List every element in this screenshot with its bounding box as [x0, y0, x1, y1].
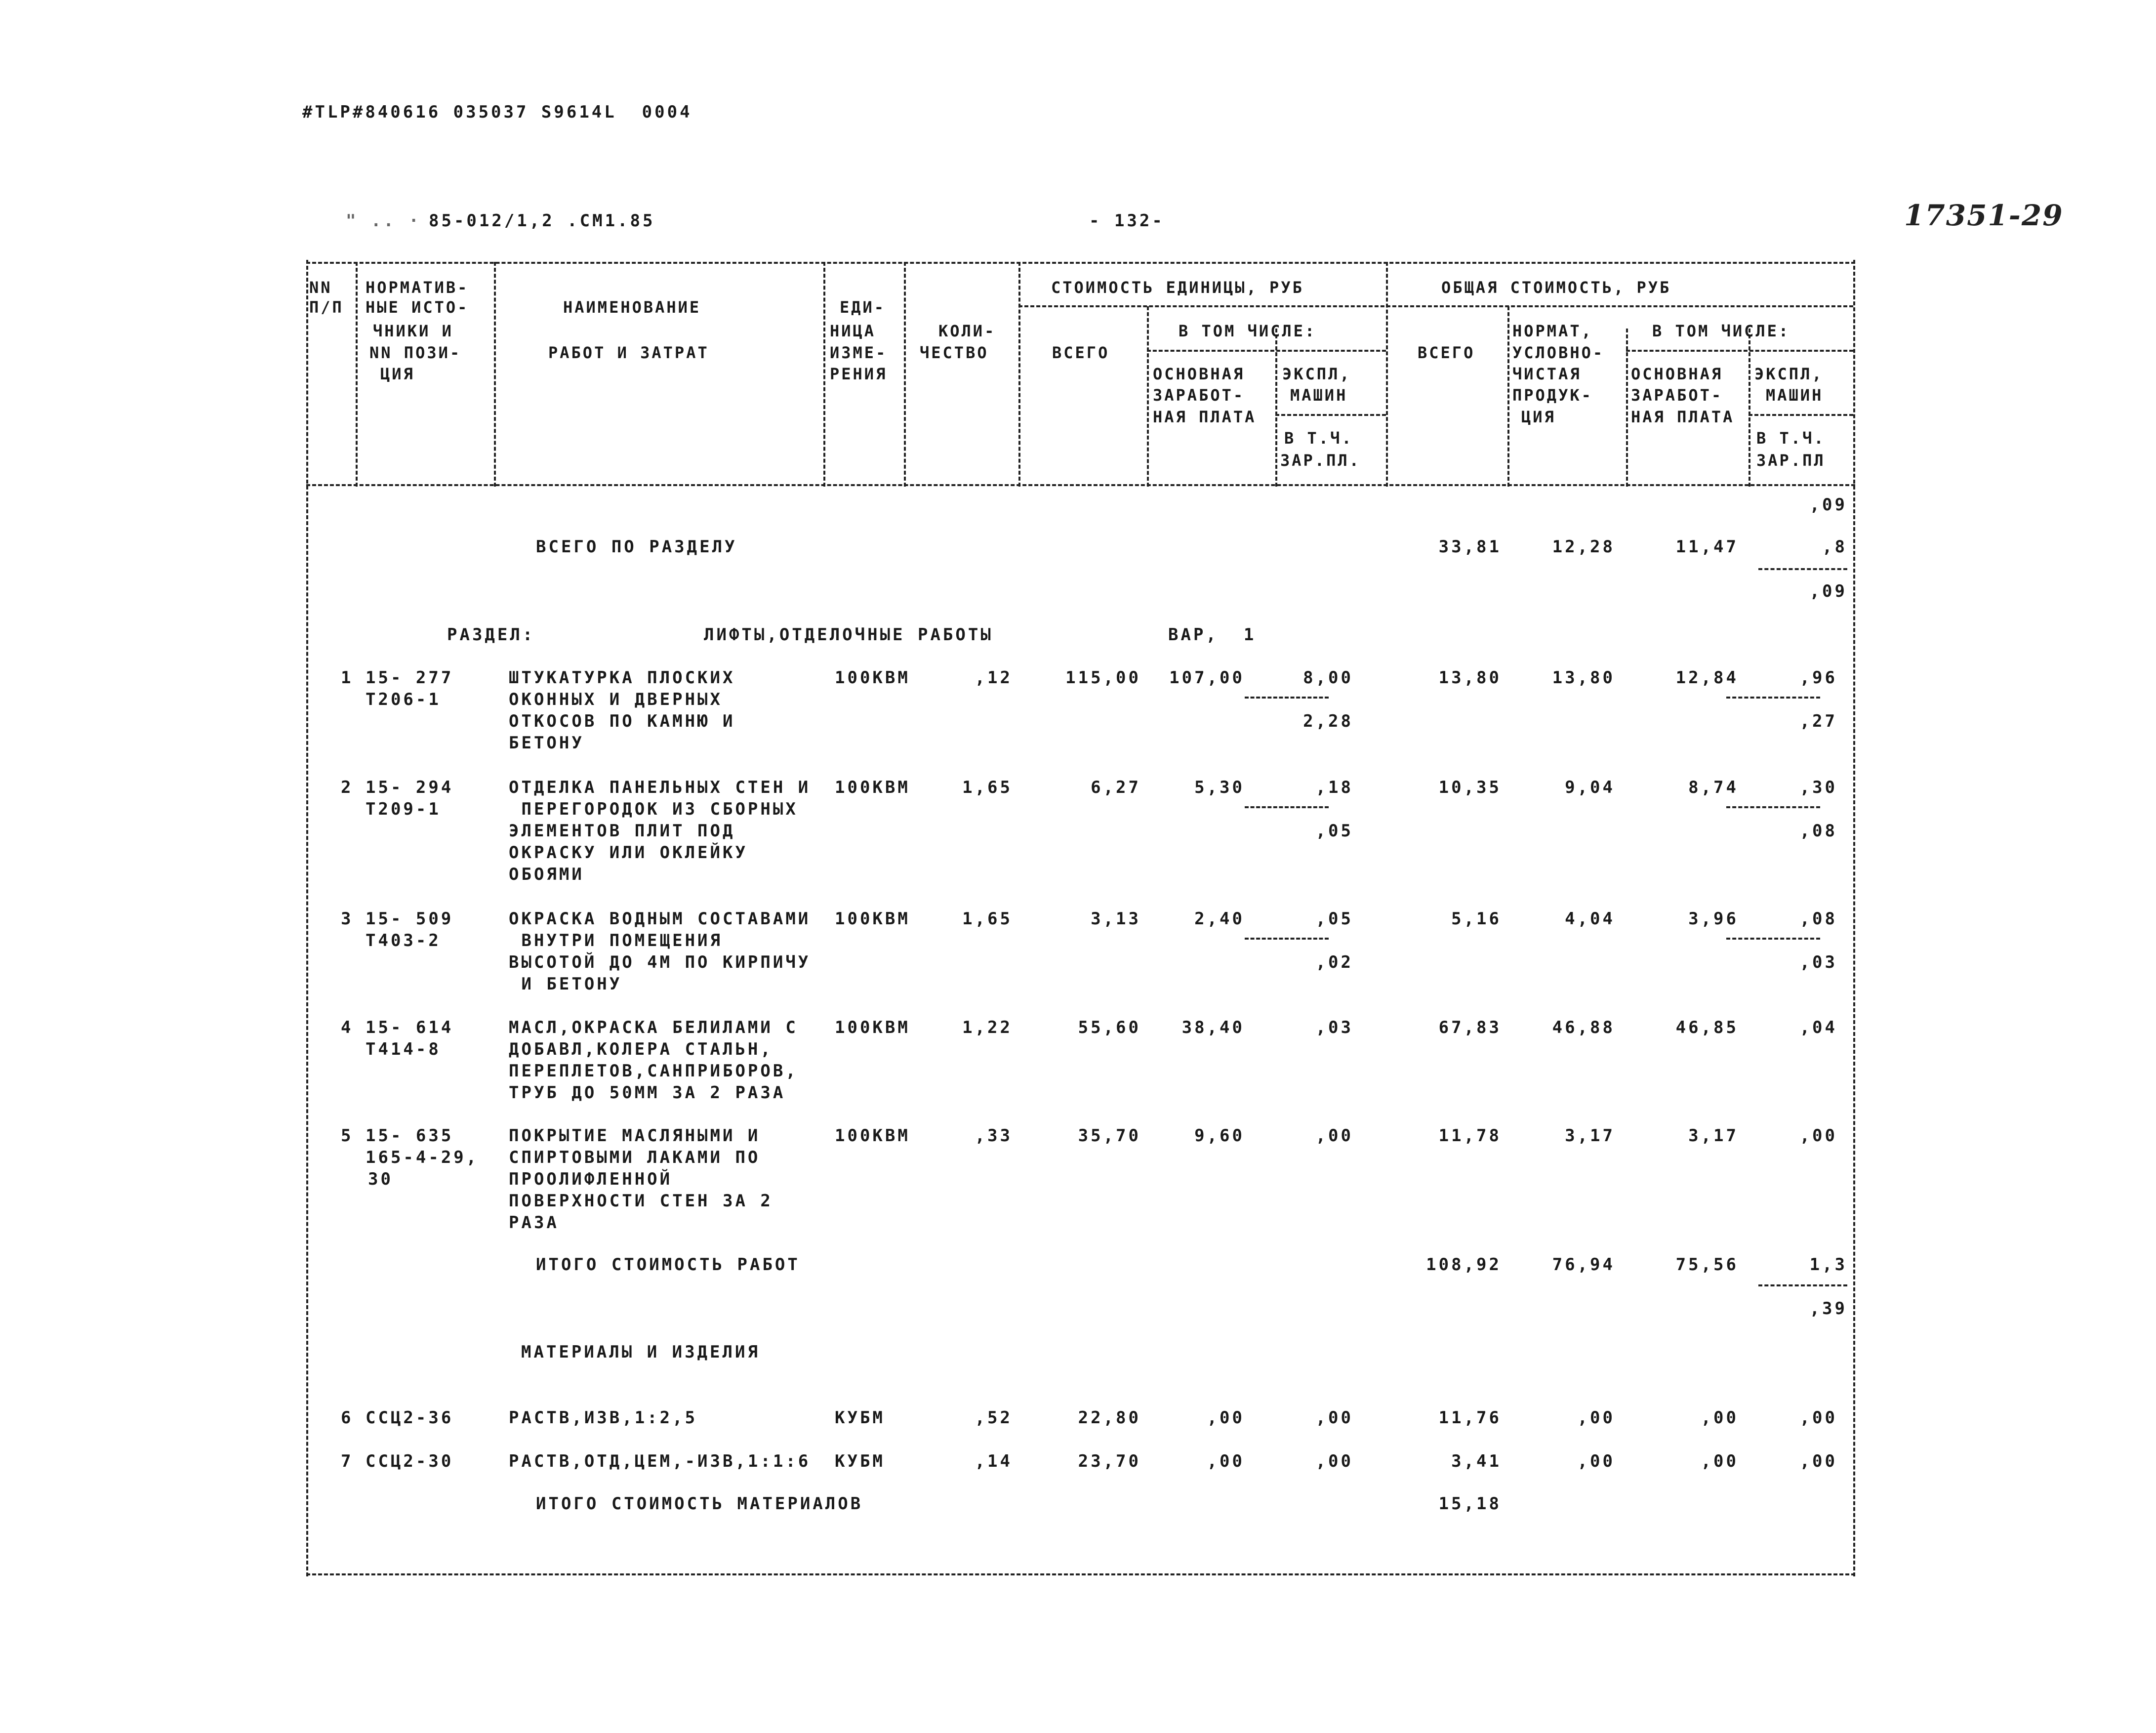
col-header-name-1: НАИМЕНОВАНИЕ: [563, 298, 701, 317]
material-6-unit-mach: ,00: [1315, 1408, 1353, 1428]
row-5-wage: 3,17: [1688, 1126, 1739, 1146]
row-5-name-2: СПИРТОВЫМИ ЛАКАМИ ПО: [509, 1148, 761, 1167]
header-mach-rule-1: [1275, 414, 1386, 416]
material-6-name: РАСТВ,ИЗВ,1:2,5: [509, 1408, 698, 1428]
row-4-norm: 46,88: [1552, 1018, 1615, 1037]
row-2-mach: ,30: [1799, 778, 1837, 797]
col-header-mach-wage-2: ЗАР.ПЛ.: [1280, 451, 1361, 470]
row-5-code-2: 165-4-29,: [366, 1148, 479, 1167]
row-2-qty: 1,65: [962, 778, 1013, 797]
row-2-total: 10,35: [1438, 778, 1502, 797]
row-3-name-4: И БЕТОНУ: [509, 974, 622, 994]
material-6-unit-wage: ,00: [1207, 1408, 1245, 1428]
col-header-basic-wage-2: ЗАРАБОТ-: [1153, 386, 1245, 405]
material-7-total: 3,41: [1451, 1451, 1502, 1471]
row-5-code-1: 15- 635: [366, 1126, 454, 1146]
col-sep-3: [823, 262, 825, 487]
row-3-name-3: ВЫСОТОЙ ДО 4М ПО КИРПИЧУ: [509, 952, 811, 972]
row-4-qty: 1,22: [962, 1018, 1013, 1037]
row-5-name-3: ПРООЛИФЛЕННОЙ: [509, 1169, 673, 1189]
col-header-mach-wage2-2: ЗАР.ПЛ: [1756, 451, 1826, 470]
col-header-mach-2: МАШИН: [1290, 386, 1348, 405]
row-3-mach-wage: ,03: [1799, 952, 1837, 972]
col-header-basic-wage2-2: ЗАРАБОТ-: [1631, 386, 1723, 405]
row-4-mach: ,04: [1799, 1018, 1837, 1037]
works-total-norm: 76,94: [1552, 1255, 1615, 1275]
col-sep-7: [1275, 329, 1277, 487]
col-header-mach-1: ЭКСПЛ,: [1282, 365, 1351, 383]
row-2-unit-total: 6,27: [1091, 778, 1141, 797]
col-header-basic-wage-3: НАЯ ПЛАТА: [1153, 408, 1257, 426]
row-2-code-2: T209-1: [366, 799, 441, 819]
row-1-qty: ,12: [975, 668, 1013, 688]
col-header-qty-1: КОЛИ-: [938, 322, 996, 340]
col-header-nn-2: П/П: [309, 298, 344, 317]
handwritten-annotation: 17351-29: [1904, 199, 2064, 232]
col-sep-4: [904, 262, 906, 487]
row-5-qty: ,33: [975, 1126, 1013, 1146]
row-3-mach-rule: [1726, 938, 1820, 940]
col-header-norm-prod-4: ПРОДУК-: [1512, 386, 1593, 405]
row-5-mach: ,00: [1799, 1126, 1837, 1146]
row-5-name-1: ПОКРЫТИЕ МАСЛЯНЫМИ И: [509, 1126, 761, 1146]
material-6-wage: ,00: [1701, 1408, 1739, 1428]
col-sep-9: [1507, 306, 1509, 487]
header-group-rule: [1018, 305, 1853, 307]
material-7-code: ССЦ2-30: [366, 1451, 454, 1471]
row-4-wage: 46,85: [1675, 1018, 1739, 1037]
section-variant: ВАР, 1: [1168, 625, 1257, 645]
row-4-unit: 100КВМ: [835, 1018, 910, 1037]
works-total-mach-rule: [1758, 1284, 1847, 1286]
works-total: 108,92: [1426, 1255, 1502, 1275]
row-2-unit: 100КВМ: [835, 778, 910, 797]
material-6-unit: КУБМ: [835, 1408, 885, 1428]
material-6-qty: ,52: [975, 1408, 1013, 1428]
row-4-name-3: ПЕРЕПЛЕТОВ,САНПРИБОРОВ,: [509, 1061, 798, 1081]
prev-section-mach-wage-top: ,09: [1809, 495, 1847, 515]
works-total-mach-wage: ,39: [1809, 1299, 1847, 1319]
col-sep-10: [1626, 329, 1628, 487]
row-5-number: 5: [341, 1126, 354, 1146]
row-5-name-5: РАЗА: [509, 1213, 559, 1233]
works-total-wage: 75,56: [1675, 1255, 1739, 1275]
col-sep-11: [1749, 329, 1750, 487]
prev-section-mach: ,8: [1822, 537, 1847, 557]
col-header-total-incl: В ТОМ ЧИСЛЕ:: [1652, 322, 1790, 340]
table-bottom-border: [306, 1573, 1855, 1575]
col-header-total2: ВСЕГО: [1418, 343, 1475, 362]
col-sep-1: [356, 262, 358, 487]
row-2-mach-rule: [1726, 806, 1820, 808]
col-header-norm-prod-2: УСЛОВНО-: [1512, 343, 1605, 362]
table-left-border: [306, 260, 308, 1576]
row-3-unit-wage: 2,40: [1194, 909, 1245, 929]
col-sep-8: [1386, 262, 1388, 487]
works-total-mach: 1,3: [1809, 1255, 1847, 1275]
material-6-unit-total: 22,80: [1078, 1408, 1141, 1428]
row-2-name-3: ЭЛЕМЕНТОВ ПЛИТ ПОД: [509, 821, 735, 841]
row-2-unit-mach-wage: ,05: [1315, 821, 1353, 841]
row-5-unit: 100КВМ: [835, 1126, 910, 1146]
row-1-norm: 13,80: [1552, 668, 1615, 688]
row-1-mach-rule: [1726, 697, 1820, 699]
material-7-unit-total: 23,70: [1078, 1451, 1141, 1471]
row-2-name-1: ОТДЕЛКА ПАНЕЛЬНЫХ СТЕН И: [509, 778, 811, 797]
col-header-norm-prod-1: НОРМАТ,: [1512, 322, 1593, 340]
row-3-total: 5,16: [1451, 909, 1502, 929]
col-header-unit-3: ИЗМЕ-: [830, 343, 888, 362]
material-7-unit: КУБМ: [835, 1451, 885, 1471]
row-1-mach-wage: ,27: [1799, 711, 1837, 731]
row-1-wage: 12,84: [1675, 668, 1739, 688]
row-2-mach-wage: ,08: [1799, 821, 1837, 841]
prev-section-mach-wage: ,09: [1809, 581, 1847, 601]
row-4-name-1: МАСЛ,ОКРАСКА БЕЛИЛАМИ С: [509, 1018, 798, 1037]
material-6-number: 6: [341, 1408, 354, 1428]
col-header-mach-wage2-1: В Т.Ч.: [1756, 429, 1826, 448]
row-2-norm: 9,04: [1565, 778, 1615, 797]
row-4-number: 4: [341, 1018, 354, 1037]
col-header-norm-prod-3: ЧИСТАЯ: [1512, 365, 1582, 383]
row-1-mach: ,96: [1799, 668, 1837, 688]
row-4-unit-wage: 38,40: [1181, 1018, 1245, 1037]
prev-section-norm: 12,28: [1552, 537, 1615, 557]
row-1-unit-mach-rule: [1245, 697, 1329, 699]
table-right-border: [1853, 260, 1855, 1576]
row-1-name-3: ОТКОСОВ ПО КАМНЮ И: [509, 711, 735, 731]
row-4-unit-total: 55,60: [1078, 1018, 1141, 1037]
col-header-norm-prod-5: ЦИЯ: [1521, 408, 1556, 426]
header-incl-rule-1: [1147, 350, 1386, 352]
page-number: - 132-: [1089, 211, 1165, 231]
row-3-unit-mach-rule: [1245, 938, 1329, 940]
prev-section-wage: 11,47: [1675, 537, 1739, 557]
material-6-mach: ,00: [1799, 1408, 1837, 1428]
row-3-unit-mach-wage: ,02: [1315, 952, 1353, 972]
row-4-code-1: 15- 614: [366, 1018, 454, 1037]
row-1-code-2: T206-1: [366, 690, 441, 709]
material-7-mach: ,00: [1799, 1451, 1837, 1471]
col-header-mach2-1: ЭКСПЛ,: [1754, 365, 1824, 383]
document-reference: 85-012/1,2 .CM1.85: [429, 211, 655, 231]
row-3-qty: 1,65: [962, 909, 1013, 929]
row-3-name-2: ВНУТРИ ПОМЕЩЕНИЯ: [509, 931, 723, 950]
material-6-code: ССЦ2-36: [366, 1408, 454, 1428]
row-4-unit-mach: ,03: [1315, 1018, 1353, 1037]
col-sep-6: [1147, 306, 1149, 487]
row-3-code-1: 15- 509: [366, 909, 454, 929]
row-2-unit-mach: ,18: [1315, 778, 1353, 797]
row-5-name-4: ПОВЕРХНОСТИ СТЕН ЗА 2: [509, 1191, 773, 1211]
material-7-qty: ,14: [975, 1451, 1013, 1471]
row-3-name-1: ОКРАСКА ВОДНЫМ СОСТАВАМИ: [509, 909, 811, 929]
row-5-norm: 3,17: [1565, 1126, 1615, 1146]
row-2-wage: 8,74: [1688, 778, 1739, 797]
row-3-wage: 3,96: [1688, 909, 1739, 929]
row-2-unit-mach-rule: [1245, 806, 1329, 808]
col-header-unit-incl: В ТОМ ЧИСЛЕ:: [1179, 322, 1317, 340]
col-header-basic-wage2-3: НАЯ ПЛАТА: [1631, 408, 1735, 426]
col-header-unit-2: НИЦА: [830, 322, 876, 340]
material-7-name: РАСТВ,ОТД,ЦЕМ,-ИЗВ,1:1:6: [509, 1451, 811, 1471]
col-header-norm-1: НОРМАТИВ-: [366, 278, 469, 297]
row-3-unit-mach: ,05: [1315, 909, 1353, 929]
row-2-number: 2: [341, 778, 354, 797]
prev-section-mach-rule: [1758, 568, 1847, 570]
section-title: ЛИФТЫ,ОТДЕЛОЧНЫЕ РАБОТЫ: [704, 625, 993, 645]
col-header-nn-1: NN: [309, 278, 332, 297]
header-bottom-rule: [306, 484, 1855, 486]
material-7-unit-wage: ,00: [1207, 1451, 1245, 1471]
row-2-name-4: ОКРАСКУ ИЛИ ОКЛЕЙКУ: [509, 843, 748, 863]
row-1-unit: 100КВМ: [835, 668, 910, 688]
col-header-norm-2: НЫЕ ИСТО-: [366, 298, 469, 317]
col-header-unit-total: ВСЕГО: [1052, 343, 1110, 362]
col-header-name-2: РАБОТ И ЗАТРАТ: [548, 343, 709, 362]
row-1-total: 13,80: [1438, 668, 1502, 688]
section-label: РАЗДЕЛ:: [447, 625, 535, 645]
col-sep-5: [1018, 262, 1020, 487]
col-header-qty-2: ЧЕСТВО: [920, 343, 989, 362]
row-1-unit-mach-wage: 2,28: [1303, 711, 1353, 731]
row-2-name-2: ПЕРЕГОРОДОК ИЗ СБОРНЫХ: [509, 799, 798, 819]
row-5-total: 11,78: [1438, 1126, 1502, 1146]
materials-header: МАТЕРИАЛЫ И ИЗДЕЛИЯ: [521, 1342, 760, 1362]
col-header-mach2-2: МАШИН: [1766, 386, 1824, 405]
row-1-name-4: БЕТОНУ: [509, 733, 584, 753]
col-header-unit-1: ЕДИ-: [840, 298, 886, 317]
col-header-norm-4: NN ПОЗИ-: [369, 343, 462, 362]
row-3-number: 3: [341, 909, 354, 929]
row-3-norm: 4,04: [1565, 909, 1615, 929]
materials-total: 15,18: [1438, 1494, 1502, 1514]
row-1-unit-wage: 107,00: [1169, 668, 1245, 688]
col-header-unit-cost-group: СТОИМОСТЬ ЕДИНИЦЫ, РУБ: [1051, 278, 1304, 297]
col-header-total-cost-group: ОБЩАЯ СТОИМОСТЬ, РУБ: [1441, 278, 1671, 297]
row-4-total: 67,83: [1438, 1018, 1502, 1037]
row-1-unit-mach: 8,00: [1303, 668, 1353, 688]
row-2-code-1: 15- 294: [366, 778, 454, 797]
print-code-line: #TLP#840616 035037 S9614L 0004: [302, 102, 692, 122]
header-mach-rule-2: [1749, 414, 1853, 416]
works-total-label: ИТОГО СТОИМОСТЬ РАБОТ: [536, 1255, 800, 1275]
row-4-code-2: T414-8: [366, 1039, 441, 1059]
col-header-norm-5: ЦИЯ: [380, 365, 415, 383]
row-3-unit-total: 3,13: [1091, 909, 1141, 929]
row-1-unit-total: 115,00: [1065, 668, 1141, 688]
prev-section-total-label: ВСЕГО ПО РАЗДЕЛУ: [536, 537, 737, 557]
row-3-unit: 100КВМ: [835, 909, 910, 929]
row-4-name-2: ДОБАВЛ,КОЛЕРА СТАЛЬН,: [509, 1039, 773, 1059]
col-header-basic-wage2-1: ОСНОВНАЯ: [1631, 365, 1723, 383]
materials-total-label: ИТОГО СТОИМОСТЬ МАТЕРИАЛОВ: [536, 1494, 863, 1514]
col-sep-2: [494, 262, 496, 487]
row-5-unit-total: 35,70: [1078, 1126, 1141, 1146]
material-7-norm: ,00: [1577, 1451, 1615, 1471]
row-5-code-3: 30: [368, 1169, 393, 1189]
scan-marks: " .. ·: [346, 211, 421, 231]
row-5-unit-mach: ,00: [1315, 1126, 1353, 1146]
row-1-code-1: 15- 277: [366, 668, 454, 688]
col-header-basic-wage-1: ОСНОВНАЯ: [1153, 365, 1245, 383]
row-2-unit-wage: 5,30: [1194, 778, 1245, 797]
material-6-norm: ,00: [1577, 1408, 1615, 1428]
table-top-border: [306, 262, 1855, 264]
row-4-name-4: ТРУБ ДО 50ММ ЗА 2 РАЗА: [509, 1083, 786, 1103]
header-incl-rule-2: [1626, 350, 1853, 352]
material-7-unit-mach: ,00: [1315, 1451, 1353, 1471]
row-3-code-2: T403-2: [366, 931, 441, 950]
material-6-total: 11,76: [1438, 1408, 1502, 1428]
row-1-name-2: ОКОННЫХ И ДВЕРНЫХ: [509, 690, 723, 709]
row-3-mach: ,08: [1799, 909, 1837, 929]
row-1-name-1: ШТУКАТУРКА ПЛОСКИХ: [509, 668, 735, 688]
material-7-number: 7: [341, 1451, 354, 1471]
col-header-norm-3: ЧНИКИ И: [373, 322, 453, 340]
col-header-unit-4: РЕНИЯ: [830, 365, 888, 383]
prev-section-total: 33,81: [1438, 537, 1502, 557]
row-1-number: 1: [341, 668, 354, 688]
row-5-unit-wage: 9,60: [1194, 1126, 1245, 1146]
row-2-name-5: ОБОЯМИ: [509, 865, 584, 884]
col-header-mach-wage-1: В Т.Ч.: [1284, 429, 1353, 448]
material-7-wage: ,00: [1701, 1451, 1739, 1471]
